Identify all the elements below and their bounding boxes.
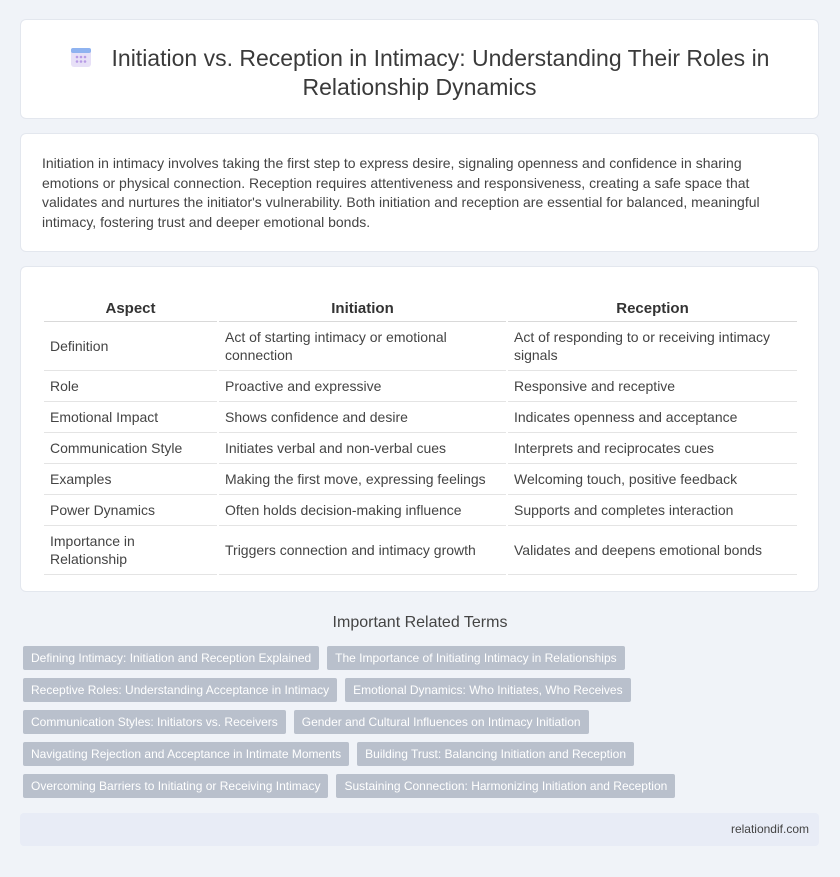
related-terms-title: Important Related Terms <box>332 614 508 631</box>
table-row <box>44 464 797 495</box>
cell-reception: Welcoming touch, positive feedback <box>508 464 797 495</box>
cell-reception: Responsive and receptive <box>508 371 797 402</box>
related-term-tag[interactable]: Building Trust: Balancing Initiation and Reception <box>357 742 634 766</box>
cell-initiation: Making the first move, expressing feelings <box>219 464 506 495</box>
cell-aspect: Emotional Impact <box>44 402 217 433</box>
table-row <box>44 433 797 464</box>
table-row <box>44 371 797 402</box>
related-term-tag[interactable]: The Importance of Initiating Intimacy in Relationships <box>327 646 624 670</box>
cell-aspect: Examples <box>44 464 217 495</box>
table-row <box>44 322 797 371</box>
cell-reception: Validates and deepens emotional bonds <box>508 526 797 575</box>
cell-aspect: Role <box>44 371 217 402</box>
related-term-tag[interactable]: Emotional Dynamics: Who Initiates, Who Receives <box>345 678 630 702</box>
header-aspect: Aspect <box>44 295 217 322</box>
related-term-tag[interactable]: Receptive Roles: Understanding Acceptance in Intimacy <box>23 678 337 702</box>
cell-reception: Supports and completes interaction <box>508 495 797 526</box>
cell-reception: Interprets and reciprocates cues <box>508 433 797 464</box>
cell-initiation: Shows confidence and desire <box>219 402 506 433</box>
page-title-wrap <box>61 44 778 102</box>
related-terms-list <box>23 646 803 806</box>
footer-bar <box>20 813 819 846</box>
footer-site-link[interactable]: relationdif.com <box>730 822 809 836</box>
related-term-tag[interactable]: Overcoming Barriers to Initiating or Receiving Intimacy <box>23 774 328 798</box>
table-row <box>44 495 797 526</box>
table-row <box>44 526 797 575</box>
cell-initiation: Often holds decision-making influence <box>219 495 506 526</box>
related-term-tag[interactable]: Defining Intimacy: Initiation and Reception Explained <box>23 646 319 670</box>
related-term-tag[interactable]: Sustaining Connection: Harmonizing Initiation and Reception <box>336 774 675 798</box>
cell-aspect: Importance in Relationship <box>44 526 217 575</box>
cell-aspect: Power Dynamics <box>44 495 217 526</box>
table-row <box>44 402 797 433</box>
cell-initiation: Initiates verbal and non-verbal cues <box>219 433 506 464</box>
calendar-icon <box>70 46 92 68</box>
cell-aspect: Definition <box>44 322 217 371</box>
related-term-tag[interactable]: Gender and Cultural Influences on Intimacy Initiation <box>294 710 589 734</box>
intro-card <box>20 133 819 252</box>
comparison-table-card <box>20 266 819 592</box>
page-title: Initiation vs. Reception in Intimacy: Understanding Their Roles in Relationship Dynamics <box>111 45 770 100</box>
related-term-tag[interactable]: Communication Styles: Initiators vs. Receivers <box>23 710 286 734</box>
table-header-row <box>44 295 797 322</box>
header-initiation: Initiation <box>219 295 506 322</box>
cell-reception: Indicates openness and acceptance <box>508 402 797 433</box>
cell-initiation: Act of starting intimacy or emotional connection <box>219 322 506 371</box>
cell-initiation: Triggers connection and intimacy growth <box>219 526 506 575</box>
intro-text: Initiation in intimacy involves taking the first step to express desire, signaling openness and confidence in sharing emotions or physical connection. Reception requires attentiveness and responsiveness, creating a safe space that validates and nurtures the initiator's vulnerability. Both initiation and reception are essential for balanced, meaningful intimacy, fostering trust and deeper emotional bonds. <box>42 155 760 230</box>
cell-reception: Act of responding to or receiving intimacy signals <box>508 322 797 371</box>
header-card <box>20 19 819 119</box>
related-term-tag[interactable]: Navigating Rejection and Acceptance in Intimate Moments <box>23 742 349 766</box>
cell-aspect: Communication Style <box>44 433 217 464</box>
cell-initiation: Proactive and expressive <box>219 371 506 402</box>
comparison-table <box>42 295 799 575</box>
header-reception: Reception <box>508 295 797 322</box>
